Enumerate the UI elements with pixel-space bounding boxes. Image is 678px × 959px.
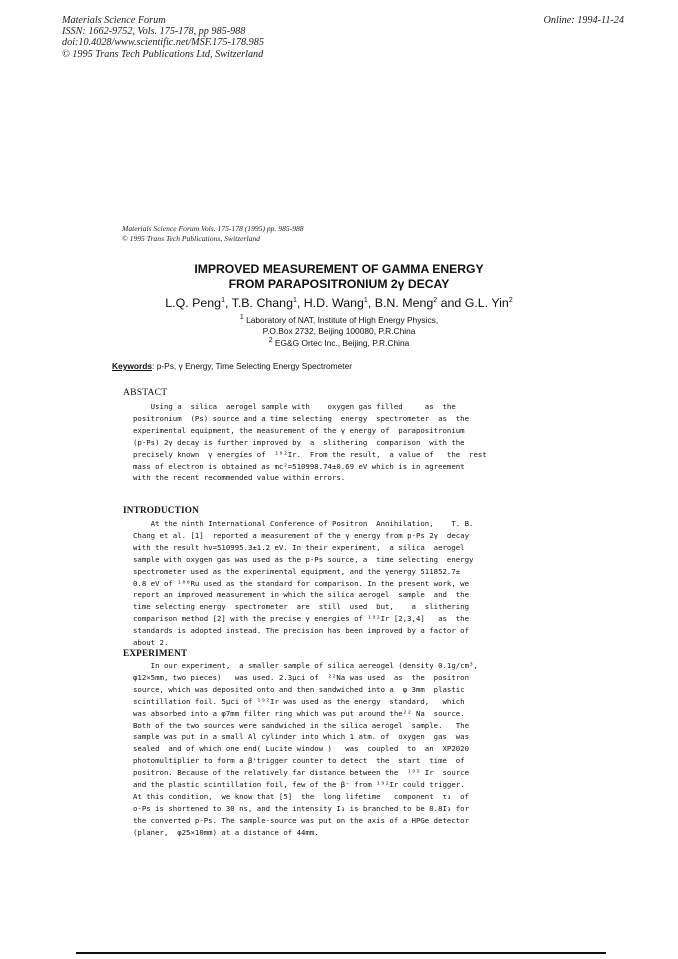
- author-separator: ,: [224, 296, 232, 310]
- text-line: comparison method [2] with the precise γ energies of ¹⁹²Ir [2,3,4] as the: [133, 614, 470, 624]
- text-line: the converted p-Ps. The sample-source was put on the axis of a HPGe detector: [133, 815, 470, 825]
- text-line: experimental equipment, the measurement of the γ energy of parapositronium: [133, 425, 465, 435]
- text-line: time selecting energy spectrometer are still used but, a slithering: [133, 602, 470, 612]
- text-line: report an improved measurement in which the silica aerogel sample and the: [133, 590, 470, 600]
- citation-line: Materials Science Forum Vols. 175-178 (1995) pp. 985-988: [122, 224, 304, 233]
- affiliation-mark: 2: [433, 296, 438, 304]
- publication-info: [62, 15, 264, 60]
- text-line: sample with oxygen gas was used as the p-Ps source, a time selecting energy: [133, 554, 474, 564]
- online-date: Online: 1994-11-24: [543, 15, 624, 26]
- affiliation-1-line-1: $^1$ Laboratory of NAT, Institute of High Energy Physics,: [239, 314, 439, 325]
- text-line: scintillation foil. 5μci of ¹⁹²Ir was used as the energy standard, which: [133, 696, 465, 706]
- text-line: sample was put in a small Al cylinder into which 1 atm. of oxygen gas was: [133, 732, 470, 742]
- issn-line: ISSN: 1662-9752, Vols. 175-178, pp 985-988: [62, 26, 246, 38]
- keywords-text: p-Ps, γ Energy, Time Selecting Energy Spectrometer: [156, 361, 353, 371]
- affiliation-mark: 1: [239, 314, 244, 322]
- author-separator: ,: [367, 296, 375, 310]
- text-line: photomultiplier to form a β⁺trigger counter to detect the start time of: [133, 756, 465, 766]
- doi-line: doi:10.4028/www.scientific.net/MSF.175-178.985: [62, 37, 264, 49]
- introduction-body: [133, 518, 543, 649]
- keywords-label: Keywords: [112, 361, 153, 371]
- keywords-colon: :: [152, 361, 155, 371]
- experiment-heading: EXPERIMENT: [123, 648, 188, 658]
- title-line-1: IMPROVED MEASUREMENT OF GAMMA ENERGY: [194, 262, 484, 276]
- text-line: about 2.: [133, 638, 169, 648]
- footer-rule: [76, 952, 606, 954]
- text-line: 0.8 eV of ¹⁰⁶Ru used as the standard for comparison. In the present work, we: [133, 578, 470, 588]
- text-line: positron. Because of the relatively far distance between the ¹⁹² Ir source: [133, 768, 470, 778]
- citation-block: [122, 224, 304, 244]
- author-list: [0, 296, 678, 311]
- copyright-line: © 1995 Trans Tech Publications Ltd, Switzerland: [62, 48, 264, 60]
- text-line: In our experiment, a smaller sample of silica aereogel (density 0.1g/cm³,: [133, 661, 478, 670]
- text-line: Using a silica aerogel sample with oxygen gas filled as the: [133, 402, 456, 411]
- text-line: was absorbed into a φ7mm filter ring which was put around the²² Na source.: [133, 708, 465, 718]
- text-line: mass of electron is obtained as mc²=510998.74±0.69 eV which is in agreement: [133, 461, 465, 471]
- affiliation-mark: 1: [292, 296, 297, 304]
- author: B.N. Meng: [374, 296, 434, 310]
- text-line: source, which was deposited onto and then sandwiched into a φ 3mm plastic: [133, 684, 465, 694]
- text-line: positronium (Ps) source and a time selecting energy spectrometer as the: [133, 413, 470, 423]
- abstract-body: [133, 401, 543, 484]
- journal-name: Materials Science Forum: [62, 15, 166, 26]
- text-line: spectrometer used as the experimental equipment, and the γenergy 511852.7±: [133, 566, 461, 576]
- text-line: (planer, φ25×10mm) at a distance of 44mm.: [133, 827, 319, 837]
- author: H.D. Wang: [303, 296, 364, 310]
- affiliation-2: $^2$ EG&G Ortec Inc., Beijing, P.R.China: [268, 337, 410, 348]
- keywords-line: [112, 361, 352, 371]
- citation-copyright: © 1995 Trans Tech Publications, Switzerland: [122, 234, 260, 243]
- abstract-heading: ABSTACT: [123, 387, 168, 398]
- introduction-heading: INTRODUCTION: [123, 505, 199, 515]
- affiliation-mark: 1: [221, 296, 225, 304]
- text-line: At the ninth International Conference of Positron Annihilation, T. B.: [133, 519, 474, 528]
- title-line-2: FROM PARAPOSITRONIUM 2γ DECAY: [228, 276, 450, 291]
- text-line: At this condition, we know that [5] the long lifetime component τ₃ of: [133, 791, 470, 801]
- text-line: precisely known γ energies of ¹⁹²Ir. From the result, a value of the rest: [133, 449, 487, 459]
- text-line: and the plastic scintillation foil, few of the β⁻ from ¹⁹²Ir could trigger.: [133, 780, 465, 790]
- text-line: Both of the two sources were sandwiched in the silica aerogel sample. The: [133, 720, 470, 730]
- author: L.Q. Peng: [165, 296, 222, 310]
- experiment-body: [133, 660, 543, 839]
- author: G.L. Yin: [464, 296, 509, 310]
- paper-title: [0, 262, 678, 291]
- text-line: sealed and of which one end( Lucite window ) was coupled to an XP2020: [133, 744, 470, 754]
- affiliation-mark: 1: [363, 296, 368, 304]
- author-separator: and: [437, 296, 465, 310]
- affiliation-1-line-2: P.O.Box 2732, Beijing 100080, P.R.China: [262, 326, 416, 336]
- text-line: φ12×5mm, two pieces) was used. 2.3μci of ²²Na was used as the positron: [133, 672, 470, 682]
- text-line: with the result hν=510995.3±1.2 eV. In their experiment, a silica aerogel: [133, 542, 465, 552]
- author-separator: ,: [296, 296, 304, 310]
- text-line: with the recent recommended value within errors.: [133, 473, 346, 483]
- affiliation-mark: 2: [508, 296, 513, 304]
- text-line: Chang et al. [1] reported a measurement of the γ energy from p-Ps 2γ decay: [133, 530, 470, 540]
- text-line: o-Ps is shortened to 30 ns, and the intensity I₃ is branched to be 0.8I₃ for: [133, 803, 470, 813]
- author: T.B. Chang: [231, 296, 293, 310]
- affiliation-mark: 2: [268, 337, 273, 345]
- text-line: (p-Ps) 2γ decay is further improved by a slithering comparison with the: [133, 437, 465, 447]
- text-line: standards is adopted instead. The precision has been improved by a factor of: [133, 626, 470, 636]
